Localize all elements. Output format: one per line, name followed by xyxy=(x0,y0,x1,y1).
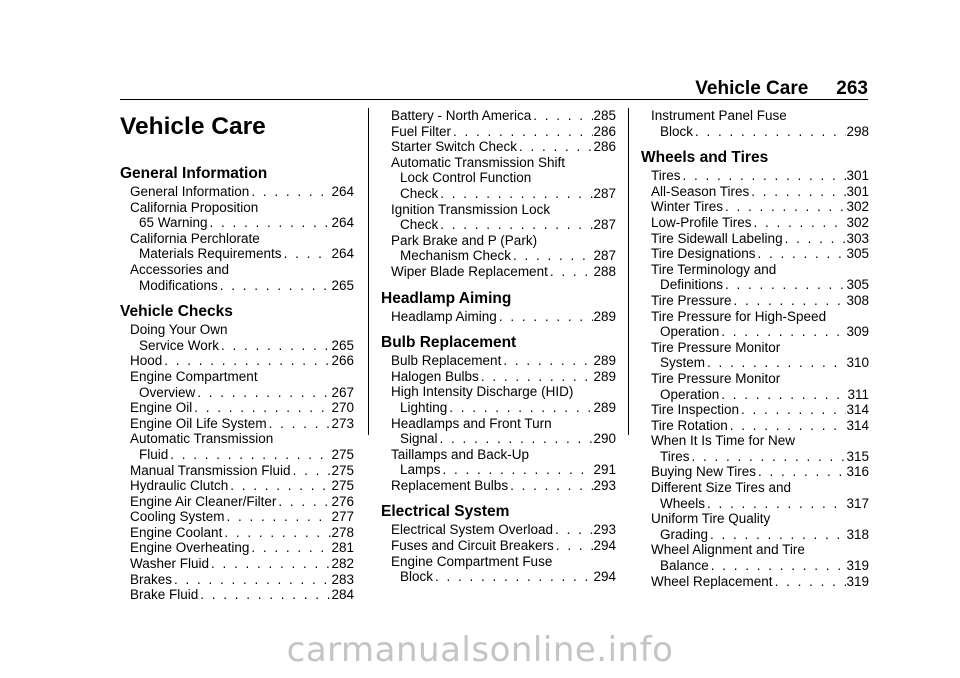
toc-entry-label: General Information xyxy=(130,184,250,199)
toc-page-number: 311 xyxy=(847,386,869,402)
dot-leader xyxy=(441,462,594,478)
toc-page-number: 289 xyxy=(593,399,616,415)
toc-entry[interactable] xyxy=(381,353,616,369)
toc-page-number: 278 xyxy=(331,524,354,540)
toc-entry[interactable] xyxy=(120,322,354,353)
toc-entry-label: Replacement Bulbs xyxy=(391,477,509,493)
dot-leader xyxy=(681,168,847,184)
toc-entry[interactable] xyxy=(120,478,354,494)
toc-entry-label: System xyxy=(660,355,706,371)
toc-page-number: 289 xyxy=(593,368,616,384)
toc-entry-label: Bulb Replacement xyxy=(391,353,502,369)
toc-entry[interactable] xyxy=(120,463,354,479)
dot-leader xyxy=(222,525,331,541)
toc-page-number: 316 xyxy=(846,464,869,480)
toc-entry[interactable] xyxy=(641,246,869,262)
toc-entry-label: 65 Warning xyxy=(139,215,208,231)
toc-page-number: 298 xyxy=(846,123,869,139)
toc-page-number: 267 xyxy=(331,384,354,400)
toc-entry[interactable] xyxy=(120,369,354,400)
dot-leader xyxy=(218,278,332,294)
toc-entry-label: Engine Compartment Fuse xyxy=(391,553,553,569)
toc-entry-label: Headlamps and Front Turn xyxy=(391,415,552,431)
toc-entry-label: Definitions xyxy=(660,277,724,293)
dot-leader xyxy=(719,324,846,340)
toc-page-number: 301 xyxy=(846,183,869,199)
toc-entry-label: Tires xyxy=(660,448,690,464)
toc-entry-label: Instrument Panel Fuse xyxy=(651,108,787,123)
toc-entry[interactable] xyxy=(641,293,869,309)
toc-entry[interactable] xyxy=(120,587,354,603)
dot-leader xyxy=(209,556,331,572)
toc-page-number: 281 xyxy=(331,540,354,556)
toc-entry-label: Mechanism Check xyxy=(400,248,512,264)
toc-entry[interactable] xyxy=(381,416,616,447)
toc-page-number: 275 xyxy=(331,478,354,494)
toc-page-number: 293 xyxy=(593,522,616,538)
dot-leader xyxy=(219,338,331,354)
dot-leader xyxy=(723,277,846,293)
toc-entry-label: Operation xyxy=(660,386,720,402)
toc-page-number: 273 xyxy=(331,415,354,431)
toc-entry[interactable] xyxy=(120,400,354,416)
toc-entry-label: Brake Fluid xyxy=(130,587,199,603)
toc-column-3 xyxy=(641,108,869,589)
dot-leader xyxy=(511,248,593,264)
toc-entry-label: Tire Pressure for High-Speed xyxy=(651,308,827,324)
toc-entry-label: Hood xyxy=(130,353,163,369)
column-divider xyxy=(368,108,369,435)
toc-entry[interactable] xyxy=(641,184,869,200)
dot-leader xyxy=(249,184,331,200)
header-rule xyxy=(120,99,868,100)
toc-entry-label: Tire Inspection xyxy=(651,402,740,418)
toc-entry-label: California Perchlorate xyxy=(130,230,260,246)
toc-page-number: 288 xyxy=(593,263,616,279)
section-title: Wheels and Tires xyxy=(641,149,769,167)
dot-leader xyxy=(708,527,846,543)
toc-entry-label: Uniform Tire Quality xyxy=(651,511,771,527)
toc-entry-label: Wheels xyxy=(660,495,706,511)
toc-page-number: 302 xyxy=(846,199,869,215)
dot-leader xyxy=(548,264,594,280)
toc-entry-label: Engine Air Cleaner/Filter xyxy=(130,493,277,509)
toc-entry-label: Engine Overheating xyxy=(130,540,250,556)
toc-entry-label: Tire Pressure Monitor xyxy=(651,370,781,386)
dot-leader xyxy=(690,449,847,465)
dot-leader xyxy=(705,355,846,371)
dot-leader xyxy=(172,572,331,588)
section-title: Vehicle Checks xyxy=(120,303,233,321)
toc-page-number: 319 xyxy=(846,558,869,574)
toc-page-number: 276 xyxy=(331,493,354,509)
toc-entry[interactable] xyxy=(641,215,869,231)
toc-page-number: 282 xyxy=(331,556,354,572)
toc-entry[interactable] xyxy=(120,353,354,369)
dot-leader xyxy=(195,385,331,401)
toc-entry-label: Tire Pressure xyxy=(651,292,732,308)
dot-leader xyxy=(732,293,847,309)
dot-leader xyxy=(447,400,593,416)
dot-leader xyxy=(225,509,332,525)
toc-entry[interactable] xyxy=(641,511,869,542)
dot-leader xyxy=(554,538,594,554)
toc-entry-label: Taillamps and Back-Up xyxy=(391,446,530,462)
toc-entry-label: Halogen Bulbs xyxy=(391,368,479,384)
toc-page-number: 275 xyxy=(331,446,354,462)
toc-entry-label: Hydraulic Clutch xyxy=(130,478,229,494)
toc-entry-label: Engine Oil Life System xyxy=(130,415,267,431)
toc-entry[interactable] xyxy=(641,340,869,371)
toc-entry-label: Wheel Replacement xyxy=(651,573,773,589)
toc-entry[interactable] xyxy=(120,509,354,525)
toc-page-number: 301 xyxy=(846,168,869,184)
toc-page-number: 284 xyxy=(331,587,354,603)
dot-leader xyxy=(728,418,847,434)
dot-leader xyxy=(479,369,594,385)
toc-page-number: 264 xyxy=(331,215,354,231)
toc-page-number: 277 xyxy=(331,509,354,525)
dot-leader xyxy=(438,217,593,233)
toc-entry-label: Winter Tires xyxy=(651,199,724,215)
toc-entry-label: Cooling System xyxy=(130,509,225,525)
toc-entry[interactable] xyxy=(381,309,616,325)
section-title: Bulb Replacement xyxy=(381,334,517,352)
toc-entry[interactable] xyxy=(120,540,354,556)
toc-entry-label: Low-Profile Tires xyxy=(651,214,752,230)
dot-leader xyxy=(709,558,847,574)
toc-entry[interactable] xyxy=(641,108,869,139)
dot-leader xyxy=(228,478,331,494)
toc-entry[interactable] xyxy=(120,556,354,572)
toc-entry-label: Automatic Transmission Shift xyxy=(391,154,566,170)
toc-entry[interactable] xyxy=(120,494,354,510)
toc-entry-label: When It Is Time for New xyxy=(651,433,796,449)
toc-entry[interactable] xyxy=(641,464,869,480)
toc-entry-label: Tire Rotation xyxy=(651,417,728,433)
toc-entry-label: Service Work xyxy=(139,337,220,353)
toc-page-number: 294 xyxy=(593,569,616,585)
section-title: Electrical System xyxy=(381,503,510,521)
dot-leader xyxy=(192,400,331,416)
dot-leader xyxy=(433,569,593,585)
toc-page-number: 264 xyxy=(331,246,354,262)
toc-entry-label: Check xyxy=(400,217,439,233)
toc-column-1 xyxy=(120,108,354,603)
toc-entry-label: Engine Coolant xyxy=(130,524,223,540)
toc-entry-label: Block xyxy=(660,123,694,139)
toc-entry[interactable] xyxy=(381,202,616,233)
toc-entry[interactable] xyxy=(120,572,354,588)
toc-entry-label: Ignition Transmission Lock xyxy=(391,201,551,217)
column-divider xyxy=(628,108,629,435)
dot-leader xyxy=(276,494,331,510)
dot-leader xyxy=(553,522,593,538)
toc-page-number: 319 xyxy=(846,573,869,589)
toc-page-number: 291 xyxy=(593,462,616,478)
toc-page-number: 290 xyxy=(593,431,616,447)
toc-entry-label: Fuses and Circuit Breakers xyxy=(391,538,554,554)
toc-entry-label: Brakes xyxy=(130,571,173,587)
toc-entry[interactable] xyxy=(381,522,616,538)
toc-entry-label: Block xyxy=(400,569,434,585)
toc-column-2 xyxy=(381,108,616,585)
toc-page-number: 294 xyxy=(593,538,616,554)
toc-entry-label: Doing Your Own xyxy=(130,322,228,338)
dot-leader xyxy=(291,463,332,479)
toc-entry[interactable] xyxy=(381,155,616,202)
toc-entry[interactable] xyxy=(120,525,354,541)
toc-entry[interactable] xyxy=(641,480,869,511)
toc-entry[interactable] xyxy=(381,108,616,124)
dot-leader xyxy=(438,186,593,202)
toc-page-number: 287 xyxy=(593,217,616,233)
toc-page-number: 266 xyxy=(331,353,354,369)
toc-page-number: 303 xyxy=(846,230,869,246)
dot-leader xyxy=(693,124,846,140)
toc-entry[interactable] xyxy=(381,139,616,155)
dot-leader xyxy=(517,139,593,155)
toc-page-number: 293 xyxy=(593,477,616,493)
dot-leader xyxy=(531,108,593,124)
toc-entry-label: Headlamp Aiming xyxy=(391,308,497,324)
toc-page-number: 286 xyxy=(593,123,616,139)
dot-leader xyxy=(451,124,593,140)
dot-leader xyxy=(756,464,846,480)
header-title: Vehicle Care xyxy=(695,78,809,99)
toc-entry[interactable] xyxy=(641,262,869,293)
toc-entry-label: Engine Oil xyxy=(130,400,193,416)
toc-page-number: 305 xyxy=(846,246,869,262)
toc-entry[interactable] xyxy=(120,431,354,462)
dot-leader xyxy=(198,587,331,603)
toc-entry[interactable] xyxy=(381,233,616,264)
toc-entry-label: Fuel Filter xyxy=(391,123,452,139)
toc-page-number: 270 xyxy=(331,400,354,416)
toc-entry-label: High Intensity Discharge (HID) xyxy=(391,384,574,400)
toc-page-number: 287 xyxy=(593,248,616,264)
dot-leader xyxy=(508,478,593,494)
toc-entry[interactable] xyxy=(120,184,354,200)
toc-page-number: 315 xyxy=(846,448,869,464)
dot-leader xyxy=(773,574,847,590)
toc-entry-label: Automatic Transmission xyxy=(130,431,274,447)
toc-page-number: 286 xyxy=(593,139,616,155)
toc-entry-label: Grading xyxy=(660,526,709,542)
toc-entry-label: Overview xyxy=(139,384,196,400)
toc-page-number: 310 xyxy=(846,355,869,371)
toc-entry-label: Different Size Tires and xyxy=(651,480,792,496)
dot-leader xyxy=(705,496,846,512)
toc-entry-label: California Proposition xyxy=(130,199,259,215)
toc-entry[interactable] xyxy=(381,554,616,585)
toc-page-number: 305 xyxy=(846,277,869,293)
toc-entry-label: Electrical System Overload xyxy=(391,522,554,538)
dot-leader xyxy=(282,246,332,262)
toc-entry[interactable] xyxy=(381,264,616,280)
toc-entry-label: Lamps xyxy=(400,462,441,478)
toc-page-number: 314 xyxy=(846,402,869,418)
toc-entry[interactable] xyxy=(120,200,354,231)
toc-entry[interactable] xyxy=(641,231,869,247)
dot-leader xyxy=(162,353,331,369)
dot-leader xyxy=(783,231,847,247)
toc-page-number: 264 xyxy=(331,184,354,199)
dot-leader xyxy=(752,215,847,231)
toc-page-number: 275 xyxy=(331,462,354,478)
toc-entry[interactable] xyxy=(381,447,616,478)
toc-entry[interactable] xyxy=(641,168,869,184)
toc-page-number: 283 xyxy=(331,571,354,587)
toc-page-number: 289 xyxy=(593,308,616,324)
toc-entry-label: Lighting xyxy=(400,399,448,415)
toc-entry-label: Tire Terminology and xyxy=(651,261,777,277)
toc-entry[interactable] xyxy=(120,262,354,293)
dot-leader xyxy=(756,246,847,262)
toc-page-number: 314 xyxy=(846,417,869,433)
toc-page-number: 308 xyxy=(846,292,869,308)
dot-leader xyxy=(168,447,331,463)
toc-entry-label: Accessories and xyxy=(130,261,230,277)
toc-page-number: 302 xyxy=(846,214,869,230)
dot-leader xyxy=(249,540,331,556)
toc-entry-label: Check xyxy=(400,185,439,201)
toc-entry-label: Washer Fluid xyxy=(130,556,210,572)
toc-entry-label: Signal xyxy=(400,431,438,447)
watermark: carmanualsonline.info xyxy=(286,630,674,670)
toc-entry-label: Park Brake and P (Park) xyxy=(391,232,538,248)
toc-entry[interactable] xyxy=(381,538,616,554)
dot-leader xyxy=(719,387,847,403)
toc-entry-label: Modifications xyxy=(139,277,218,293)
toc-entry[interactable] xyxy=(641,309,869,340)
toc-entry-label: Tire Pressure Monitor xyxy=(651,339,781,355)
toc-entry-label: Engine Compartment xyxy=(130,368,258,384)
chapter-title: Vehicle Care xyxy=(120,113,266,140)
toc-entry-label: Starter Switch Check xyxy=(391,139,518,155)
toc-entry-label: Manual Transmission Fluid xyxy=(130,462,291,478)
toc-entry[interactable] xyxy=(641,402,869,418)
dot-leader xyxy=(739,402,846,418)
toc-entry-label: Materials Requirements xyxy=(139,246,282,262)
dot-leader xyxy=(267,416,332,432)
toc-page-number: 309 xyxy=(846,324,869,340)
toc-entry[interactable] xyxy=(381,124,616,140)
dot-leader xyxy=(208,215,332,231)
toc-entry-label: Tire Sidewall Labeling xyxy=(651,230,783,246)
toc-entry-label: Wheel Alignment and Tire xyxy=(651,542,805,558)
toc-entry[interactable] xyxy=(381,478,616,494)
toc-entry-label: Buying New Tires xyxy=(651,464,757,480)
toc-page-number: 289 xyxy=(593,353,616,369)
dot-leader xyxy=(723,199,846,215)
toc-entry[interactable] xyxy=(381,384,616,415)
section-title: General Information xyxy=(120,165,268,182)
toc-entry[interactable] xyxy=(381,369,616,385)
toc-page-number: 287 xyxy=(593,185,616,201)
toc-entry[interactable] xyxy=(641,418,869,434)
toc-entry-label: Battery - North America xyxy=(391,108,532,123)
toc-page-number: 285 xyxy=(593,108,616,123)
toc-entry[interactable] xyxy=(641,199,869,215)
toc-entry-label: Tires xyxy=(651,168,681,184)
toc-page-number: 265 xyxy=(331,337,354,353)
section-title: Headlamp Aiming xyxy=(381,289,512,307)
toc-entry-label: All-Season Tires xyxy=(651,183,750,199)
toc-entry[interactable] xyxy=(641,433,869,464)
toc-entry[interactable] xyxy=(641,542,869,573)
toc-entry[interactable] xyxy=(120,416,354,432)
toc-page-number: 317 xyxy=(846,495,869,511)
dot-leader xyxy=(501,353,593,369)
toc-entry-label: Tire Designations xyxy=(651,246,756,262)
toc-entry[interactable] xyxy=(641,574,869,590)
dot-leader xyxy=(438,431,594,447)
toc-entry-label: Lock Control Function xyxy=(400,170,532,186)
toc-entry-label: Operation xyxy=(660,324,720,340)
header-page-number: 263 xyxy=(836,78,868,99)
toc-entry[interactable] xyxy=(641,371,869,402)
dot-leader xyxy=(497,309,594,325)
toc-entry-label: Balance xyxy=(660,558,709,574)
toc-entry-label: Wiper Blade Replacement xyxy=(391,263,548,279)
toc-entry[interactable] xyxy=(120,231,354,262)
toc-page-number: 265 xyxy=(331,277,354,293)
toc-entry-label: Fluid xyxy=(139,446,169,462)
dot-leader xyxy=(749,184,846,200)
toc-page-number: 318 xyxy=(846,526,869,542)
